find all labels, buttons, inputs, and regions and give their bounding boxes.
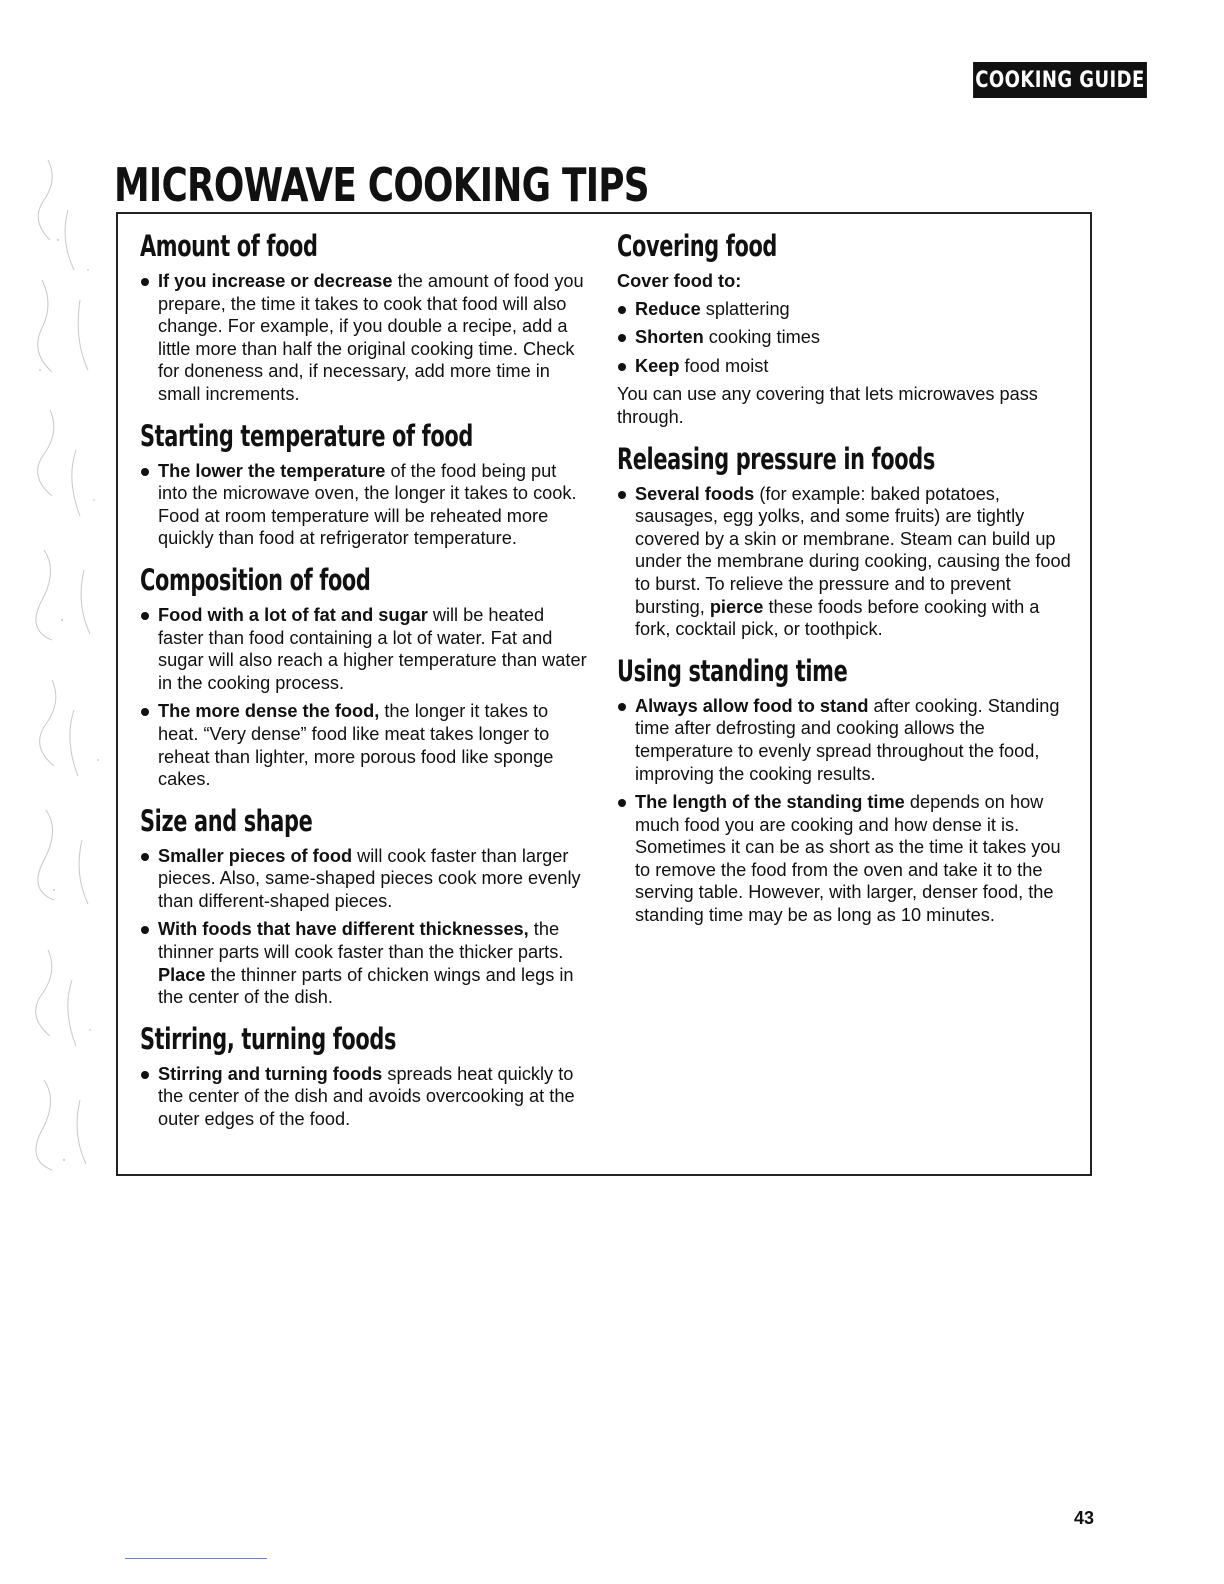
section-using-standing-time bbox=[617, 655, 1077, 927]
section-heading: Amount of food bbox=[140, 229, 318, 263]
list-item: The more dense the food, the longer it takes to heat. “Very dense” food like meat takes longer to reheat than lighter, more porous food like sponge cakes. bbox=[140, 700, 590, 790]
list-item: Shorten cooking times bbox=[617, 326, 1077, 349]
section-heading: Using standing time bbox=[617, 653, 848, 688]
right-column bbox=[617, 230, 1077, 941]
bullet-icon bbox=[618, 334, 626, 342]
list-item: Reduce splattering bbox=[617, 298, 1077, 321]
section-amount-of-food bbox=[140, 230, 590, 406]
page-title: MICROWAVE COOKING TIPS bbox=[114, 158, 649, 212]
page-number: 43 bbox=[1074, 1508, 1095, 1528]
section-starting-temperature bbox=[140, 420, 590, 550]
bullet-icon bbox=[141, 468, 149, 476]
decorative-side-texture bbox=[28, 150, 114, 1190]
bullet-icon bbox=[141, 1071, 149, 1079]
bullet-icon bbox=[141, 926, 149, 934]
list-item: If you increase or decrease the amount of food you prepare, the time it takes to cook that food will also change. For example, if you double a recipe, add a little more than half the original cooking time. Check for doneness and, if necessary, add more time in small increments. bbox=[140, 270, 590, 406]
bullet-icon bbox=[618, 799, 626, 807]
bullet-icon bbox=[141, 708, 149, 716]
section-tab-label: COOKING GUIDE bbox=[975, 67, 1145, 93]
section-heading: Starting temperature of food bbox=[140, 418, 473, 453]
list-item: Several foods (for example: baked potatoes, sausages, egg yolks, and some fruits) are tightly covered by a skin or membrane. Steam can build up under the membrane during cooking, causing the food to burst. To relieve the pressure and to prevent bursting, pierce these foods before cooking with a fork, cocktail pick, or toothpick. bbox=[617, 483, 1077, 641]
list-item: Stirring and turning foods spreads heat quickly to the center of the dish and avoids overcooking at the outer edges of the food. bbox=[140, 1063, 590, 1131]
section-heading: Composition of food bbox=[140, 562, 371, 597]
section-releasing-pressure bbox=[617, 443, 1077, 641]
section-heading: Releasing pressure in foods bbox=[617, 441, 935, 476]
covering-note: You can use any covering that lets microwaves pass through. bbox=[617, 384, 1038, 427]
section-size-and-shape bbox=[140, 805, 590, 1009]
section-composition-of-food bbox=[140, 564, 590, 791]
list-item: With foods that have different thicknesses, the thinner parts will cook faster than the thicker parts. Place the thinner parts of chicken wings and legs in the center of the dish. bbox=[140, 918, 590, 1008]
section-heading: Stirring, turning foods bbox=[140, 1021, 397, 1056]
left-column bbox=[140, 230, 590, 1145]
bullet-icon bbox=[618, 703, 626, 711]
bullet-icon bbox=[141, 853, 149, 861]
list-item: Keep food moist bbox=[617, 355, 1077, 378]
list-item: The lower the temperature of the food being put into the microwave oven, the longer it takes to cook. Food at room temperature will be reheated more quickly than food at refrigerator temperature. bbox=[140, 460, 590, 550]
section-heading: Covering food bbox=[617, 229, 778, 263]
footer-rule bbox=[125, 1558, 267, 1559]
section-heading: Size and shape bbox=[140, 803, 313, 838]
bullet-icon bbox=[618, 363, 626, 371]
list-item: Always allow food to stand after cooking. Standing time after defrosting and cooking allows the temperature to evenly spread throughout the food, improving the cooking results. bbox=[617, 695, 1077, 785]
bullet-icon bbox=[141, 612, 149, 620]
bullet-icon bbox=[618, 491, 626, 499]
list-item: The length of the standing time depends on how much food you are cooking and how dense it is. Sometimes it can be as short as the time it takes you to remove the food from the oven and take it to the serving table. However, with larger, denser food, the standing time may be as long as 10 minutes. bbox=[617, 791, 1077, 927]
list-item: Smaller pieces of food will cook faster than larger pieces. Also, same-shaped pieces cook more evenly than different-shaped pieces. bbox=[140, 845, 590, 913]
section-stirring-turning-foods bbox=[140, 1023, 590, 1131]
bullet-icon bbox=[141, 278, 149, 286]
bullet-icon bbox=[618, 306, 626, 314]
tips-box bbox=[116, 212, 1092, 1176]
section-covering-food bbox=[617, 230, 1077, 429]
list-item: Food with a lot of fat and sugar will be heated faster than food containing a lot of water. Fat and sugar will also reach a higher temperature than water in the cooking process. bbox=[140, 604, 590, 694]
section-tab bbox=[973, 62, 1147, 98]
covering-lead: Cover food to: bbox=[617, 271, 742, 291]
